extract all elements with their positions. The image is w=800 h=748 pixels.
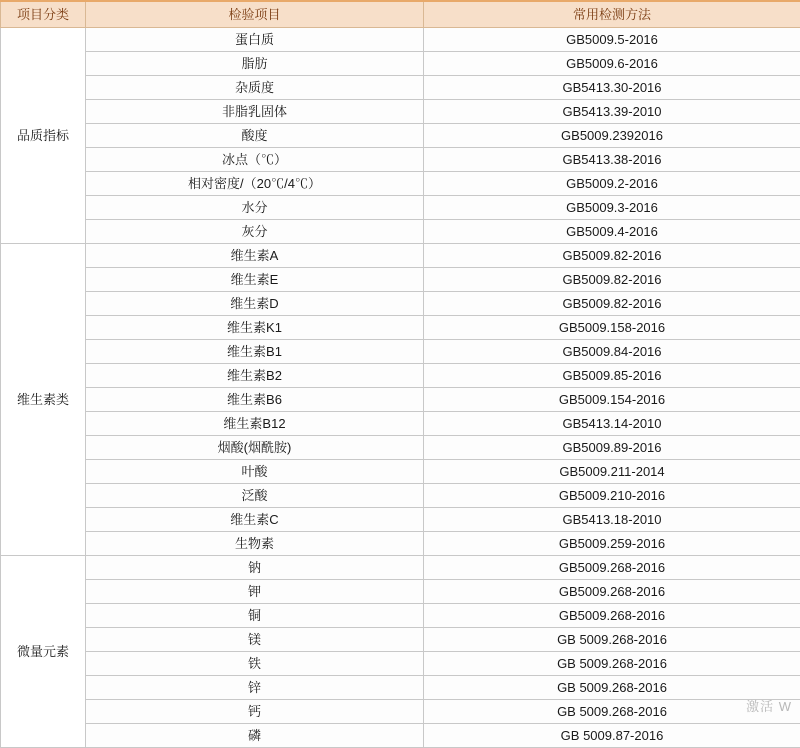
watermark-text: 激活 W <box>746 696 792 715</box>
table-row <box>1 28 800 52</box>
method-cell: GB5413.14-2010 <box>424 412 800 436</box>
method-cell: GB5413.38-2016 <box>424 148 800 172</box>
table-row <box>1 652 800 676</box>
table-row <box>1 220 800 244</box>
table-row <box>1 700 800 724</box>
item-cell: 维生素B12 <box>86 412 424 436</box>
item-cell: 钠 <box>86 556 424 580</box>
method-cell: GB5009.211-2014 <box>424 460 800 484</box>
item-cell: 杂质度 <box>86 76 424 100</box>
method-cell: GB 5009.87-2016 <box>424 724 800 748</box>
header-category: 项目分类 <box>1 1 86 28</box>
item-cell: 钙 <box>86 700 424 724</box>
method-cell: GB5009.268-2016 <box>424 556 800 580</box>
item-cell: 镁 <box>86 628 424 652</box>
table-row <box>1 676 800 700</box>
item-cell: 叶酸 <box>86 460 424 484</box>
method-cell: GB5009.158-2016 <box>424 316 800 340</box>
category-cell: 微量元素 <box>1 556 86 748</box>
table-row <box>1 724 800 748</box>
item-cell: 磷 <box>86 724 424 748</box>
method-cell: GB5413.30-2016 <box>424 76 800 100</box>
method-cell: GB5413.18-2010 <box>424 508 800 532</box>
table-header-row <box>1 1 800 28</box>
item-cell: 维生素C <box>86 508 424 532</box>
category-cell: 维生素类 <box>1 244 86 556</box>
method-cell: GB5009.84-2016 <box>424 340 800 364</box>
table-row <box>1 244 800 268</box>
table-row <box>1 172 800 196</box>
table-row <box>1 556 800 580</box>
item-cell: 维生素E <box>86 268 424 292</box>
item-cell: 非脂乳固体 <box>86 100 424 124</box>
table-row <box>1 508 800 532</box>
table-row <box>1 268 800 292</box>
table-row <box>1 316 800 340</box>
method-cell: GB5413.39-2010 <box>424 100 800 124</box>
method-cell: GB5009.2392016 <box>424 124 800 148</box>
method-cell: GB5009.154-2016 <box>424 388 800 412</box>
item-cell: 灰分 <box>86 220 424 244</box>
method-cell: GB 5009.268-2016 <box>424 628 800 652</box>
category-cell: 品质指标 <box>1 28 86 244</box>
table-row <box>1 76 800 100</box>
method-cell: GB5009.89-2016 <box>424 436 800 460</box>
method-cell: GB5009.82-2016 <box>424 292 800 316</box>
header-item: 检验项目 <box>86 1 424 28</box>
item-cell: 维生素B6 <box>86 388 424 412</box>
table-row <box>1 52 800 76</box>
method-cell: GB5009.210-2016 <box>424 484 800 508</box>
item-cell: 维生素D <box>86 292 424 316</box>
method-cell: GB5009.85-2016 <box>424 364 800 388</box>
item-cell: 生物素 <box>86 532 424 556</box>
table-row <box>1 580 800 604</box>
item-cell: 铜 <box>86 604 424 628</box>
method-cell: GB5009.268-2016 <box>424 604 800 628</box>
table-row <box>1 628 800 652</box>
table-row <box>1 292 800 316</box>
table-body <box>1 28 800 748</box>
table-row <box>1 196 800 220</box>
method-cell: GB5009.259-2016 <box>424 532 800 556</box>
method-cell: GB 5009.268-2016 <box>424 652 800 676</box>
method-cell: GB5009.82-2016 <box>424 268 800 292</box>
item-cell: 相对密度/（20℃/4℃） <box>86 172 424 196</box>
item-cell: 脂肪 <box>86 52 424 76</box>
table-row <box>1 412 800 436</box>
table-row <box>1 124 800 148</box>
item-cell: 烟酸(烟酰胺) <box>86 436 424 460</box>
table-row <box>1 604 800 628</box>
header-method: 常用检测方法 <box>424 1 800 28</box>
table-row <box>1 364 800 388</box>
item-cell: 锌 <box>86 676 424 700</box>
table-row <box>1 340 800 364</box>
item-cell: 水分 <box>86 196 424 220</box>
item-cell: 维生素B2 <box>86 364 424 388</box>
table-row <box>1 148 800 172</box>
table-row <box>1 484 800 508</box>
method-cell: GB 5009.268-2016 <box>424 700 800 724</box>
item-cell: 维生素B1 <box>86 340 424 364</box>
item-cell: 铁 <box>86 652 424 676</box>
method-cell: GB5009.3-2016 <box>424 196 800 220</box>
method-cell: GB5009.6-2016 <box>424 52 800 76</box>
table-row <box>1 388 800 412</box>
item-cell: 钾 <box>86 580 424 604</box>
table-row <box>1 436 800 460</box>
item-cell: 蛋白质 <box>86 28 424 52</box>
item-cell: 维生素K1 <box>86 316 424 340</box>
item-cell: 泛酸 <box>86 484 424 508</box>
method-cell: GB5009.4-2016 <box>424 220 800 244</box>
item-cell: 酸度 <box>86 124 424 148</box>
table-row <box>1 532 800 556</box>
method-cell: GB5009.5-2016 <box>424 28 800 52</box>
method-cell: GB 5009.268-2016 <box>424 676 800 700</box>
method-cell: GB5009.2-2016 <box>424 172 800 196</box>
table-row <box>1 100 800 124</box>
table-row <box>1 460 800 484</box>
item-cell: 冰点（℃） <box>86 148 424 172</box>
method-cell: GB5009.82-2016 <box>424 244 800 268</box>
method-cell: GB5009.268-2016 <box>424 580 800 604</box>
table-header <box>1 1 800 28</box>
item-cell: 维生素A <box>86 244 424 268</box>
